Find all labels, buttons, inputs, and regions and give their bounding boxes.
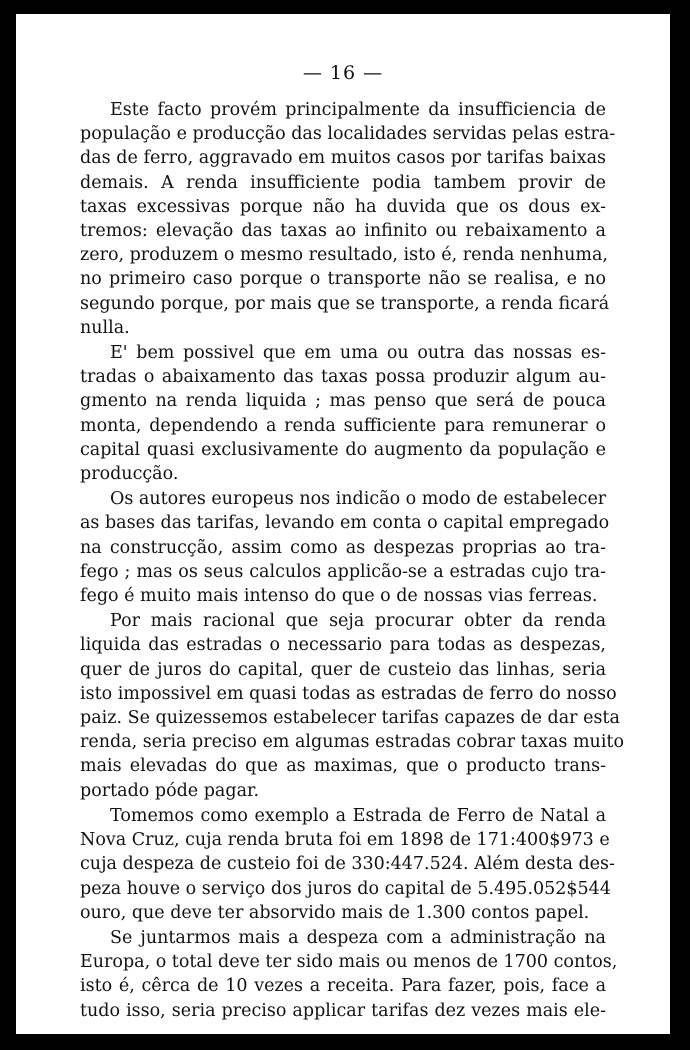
- text-line: renda, seria preciso em algumas estradas cobrar taxas muito: [80, 732, 624, 753]
- text-line: na construcção, assim como as despezas proprias ao tra-: [80, 537, 606, 558]
- text-line: E' bem possivel que em uma ou outra das nossas es-: [110, 343, 606, 364]
- text-line: segundo porque, por mais que se transporte, a renda ficará: [80, 293, 610, 314]
- paragraph: [80, 804, 615, 925]
- text-line: tradas o abaixamento das taxas possa produzir algum au-: [80, 367, 606, 388]
- text-line: Se juntarmos mais a despeza com a administração na: [110, 927, 606, 948]
- text-line: isto é, cêrca de 10 vezes a receita. Para fazer, pois, face a: [80, 976, 606, 997]
- paragraph: [80, 609, 624, 803]
- text-line: isto impossivel em quasi todas as estradas de ferro do nosso: [80, 683, 617, 704]
- text-line: monta, dependendo a renda sufficiente para remunerar o: [80, 415, 606, 436]
- paragraph: [80, 487, 610, 608]
- text-line: população e producção das localidades servidas pelas estra-: [80, 124, 616, 145]
- text-line: das de ferro, aggravado em muitos casos por tarifas baixas: [80, 148, 606, 169]
- text-line: liquida das estradas o necessario para todas as despezas,: [80, 635, 606, 656]
- paragraph: [80, 98, 616, 340]
- text-line: paiz. Se quizessemos estabelecer tarifas capazes de dar esta: [80, 708, 620, 729]
- text-line: tudo isso, seria preciso applicar tarifas dez vezes mais ele-: [80, 1000, 606, 1021]
- text-line: demais. A renda insufficiente podia tambem provir de: [80, 172, 606, 193]
- text-line: Nova Cruz, cuja renda bruta foi em 1898 de 171:400$973 e: [80, 830, 610, 851]
- text-line: ouro, que deve ter absorvido mais de 1.300 contos papel.: [80, 902, 590, 923]
- text-line: no primeiro caso porque o transporte não se realisa, e no: [80, 269, 606, 290]
- text-line: Europa, o total deve ter sido mais ou menos de 1700 contos,: [80, 952, 618, 973]
- book-page: [16, 14, 670, 1034]
- text-line: fego é muito mais intenso do que o de nossas vias ferreas.: [80, 586, 598, 607]
- text-line: portado póde pagar.: [80, 780, 260, 801]
- text-line: Por mais racional que seja procurar obter da renda: [110, 611, 606, 632]
- text-line: as bases das tarifas, levando em conta o capital empregado: [80, 513, 610, 534]
- text-line: capital quasi exclusivamente do augmento da população e: [80, 439, 606, 460]
- text-line: fego ; mas os seus calculos applicão-se a estradas cujo tra-: [80, 561, 606, 582]
- text-line: gmento na renda liquida ; mas penso que será de pouca: [80, 391, 606, 412]
- body-text: [80, 98, 624, 1024]
- text-line: mais elevadas do que as maximas, que o producto trans-: [80, 756, 606, 777]
- text-line: tremos: elevação das taxas ao infinito ou rebaixamento a: [80, 221, 606, 242]
- text-line: cuja despeza de custeio foi de 330:447.524. Além desta des-: [80, 854, 615, 875]
- text-line: nulla.: [80, 317, 130, 338]
- text-line: producção.: [80, 464, 179, 485]
- page-number: — 16 —: [302, 62, 384, 84]
- text-line: Tomemos como exemplo a Estrada de Ferro de Natal a: [110, 805, 606, 826]
- paragraph: [80, 341, 606, 486]
- text-line: zero, produzem o mesmo resultado, isto é, renda nenhuma,: [80, 245, 608, 266]
- text-line: quer de juros do capital, quer de custeio das linhas, seria: [80, 659, 606, 680]
- paragraph: [80, 926, 618, 1023]
- text-line: Este facto provém principalmente da insufficiencia de: [110, 100, 606, 120]
- text-line: peza houve o serviço dos juros do capital de 5.495.052$544: [80, 878, 611, 899]
- text-line: Os autores europeus nos indicão o modo de estabelecer: [110, 489, 607, 510]
- text-line: taxas excessivas porque não ha duvida que os dous ex-: [80, 196, 606, 217]
